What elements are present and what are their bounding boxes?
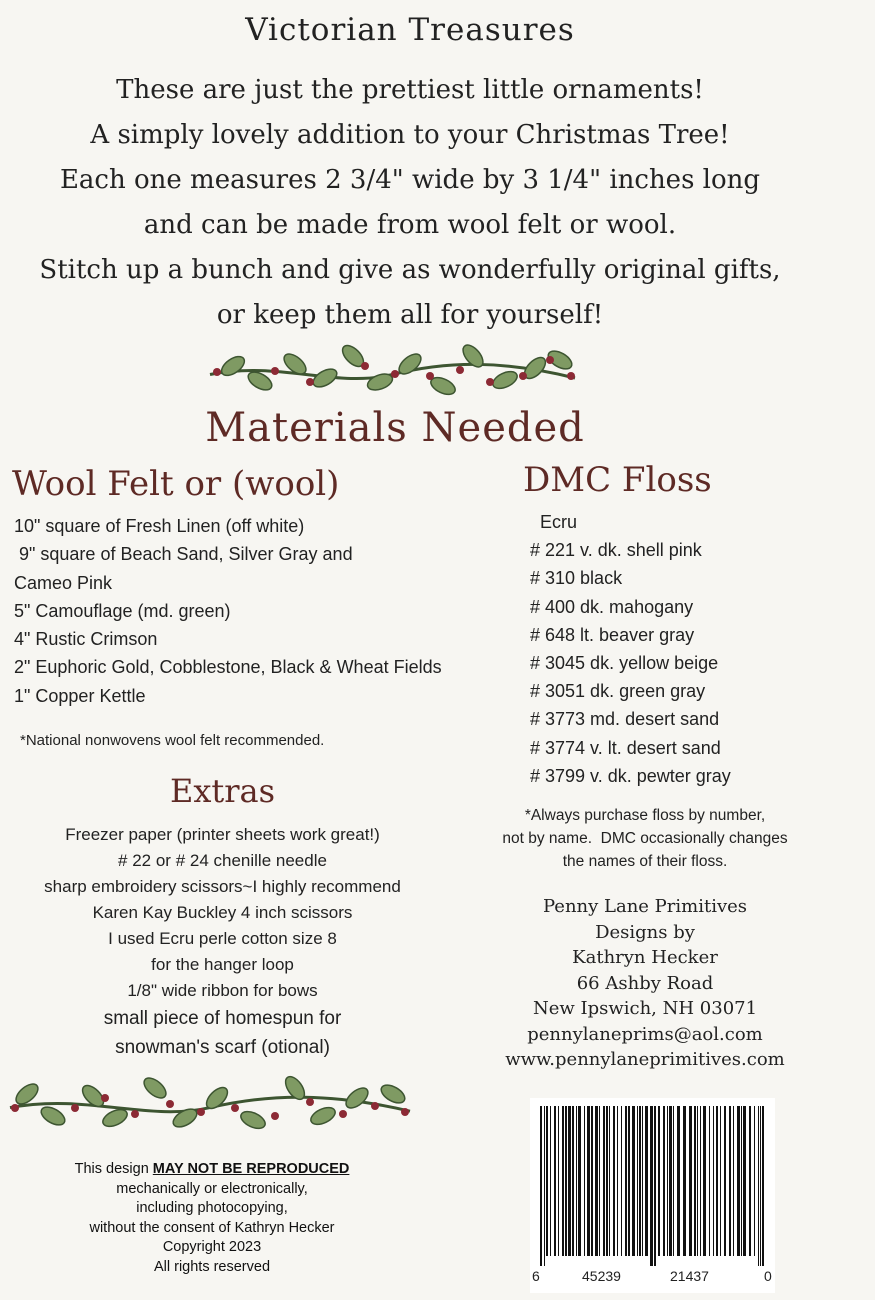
list-item: for the hanger loop xyxy=(151,955,294,974)
list-item: Freezer paper (printer sheets work great!) xyxy=(65,825,380,844)
company-name: Penny Lane Primitives xyxy=(542,896,748,917)
vine-berry xyxy=(71,1104,79,1112)
barcode-bar xyxy=(658,1106,660,1256)
barcode-digit-group: 21437 xyxy=(670,1268,709,1284)
barcode-digit-group: 6 xyxy=(532,1268,540,1284)
vine-berry xyxy=(306,1098,314,1106)
copyright-line: without the consent of Kathryn Hecker xyxy=(89,1219,335,1236)
vine-berry xyxy=(391,370,399,378)
copyright-line: mechanically or electronically, xyxy=(116,1180,308,1197)
list-item: Cameo Pink xyxy=(14,572,113,593)
vine-leaf xyxy=(308,1104,337,1128)
vine-berry xyxy=(401,1108,409,1116)
intro-line: and can be made from wool felt or wool. xyxy=(143,210,677,240)
copyright-line xyxy=(0,1160,424,1180)
barcode-bar xyxy=(578,1106,581,1256)
list-item: 1" Copper Kettle xyxy=(14,685,146,706)
barcode-bar xyxy=(720,1106,721,1256)
barcode-bar xyxy=(642,1106,643,1256)
barcode-bar xyxy=(576,1106,577,1256)
intro-text xyxy=(0,68,820,338)
wool-heading: Wool Felt or (wool) xyxy=(12,464,340,504)
vine-leaf xyxy=(459,342,486,371)
dmc-note xyxy=(445,804,845,873)
vine-berry xyxy=(271,367,279,375)
barcode-bar xyxy=(613,1106,615,1256)
barcode-bar xyxy=(754,1106,755,1256)
vine-divider-top xyxy=(205,336,580,406)
no-reproduce-emphasis: MAY NOT BE REPRODUCED xyxy=(152,1161,350,1177)
extras-list xyxy=(0,822,445,1062)
barcode-bar xyxy=(709,1106,710,1256)
barcode-bar xyxy=(546,1106,548,1256)
barcode-bar xyxy=(697,1106,698,1256)
city-address: New Ipswich, NH 03071 xyxy=(532,998,758,1019)
designer-name: Kathryn Hecker xyxy=(572,947,718,968)
barcode-bar xyxy=(639,1106,641,1256)
barcode-bar xyxy=(650,1106,653,1266)
vine-berry xyxy=(11,1104,19,1112)
vine-berry xyxy=(371,1102,379,1110)
vine-leaf xyxy=(378,1081,408,1106)
page-title: Victorian Treasures xyxy=(245,12,575,48)
barcode-bar xyxy=(562,1106,564,1256)
barcode-digit-group: 45239 xyxy=(582,1268,621,1284)
barcode-bar xyxy=(689,1106,692,1256)
vine-leaf xyxy=(310,365,340,390)
copyright-line: including photocopying, xyxy=(136,1200,288,1217)
barcode-bar xyxy=(677,1106,680,1256)
barcode-bar xyxy=(621,1106,622,1256)
wool-note: *National nonwovens wool felt recommended. xyxy=(20,732,325,749)
vine-leaf xyxy=(38,1103,68,1128)
vine-berry xyxy=(306,378,314,386)
list-item: 9" square of Beach Sand, Silver Gray and xyxy=(14,544,353,565)
list-item: # 400 dk. mahogany xyxy=(530,596,694,617)
list-item: snowman's scarf (otional) xyxy=(115,1037,330,1058)
vine-leaf xyxy=(238,1108,267,1132)
barcode-bar xyxy=(572,1106,574,1256)
barcode xyxy=(530,1098,775,1293)
barcode-bar xyxy=(729,1106,731,1256)
barcode-bar xyxy=(683,1106,686,1256)
list-item: sharp embroidery scissors~I highly recommend xyxy=(44,877,401,896)
list-item: 4" Rustic Crimson xyxy=(14,629,158,650)
barcode-bar xyxy=(554,1106,556,1256)
barcode-bar xyxy=(584,1106,585,1256)
vine-divider-bottom xyxy=(5,1068,415,1140)
copyright-line: Copyright 2023 xyxy=(162,1239,262,1256)
vine-berry xyxy=(519,372,527,380)
list-item: Ecru xyxy=(540,512,578,532)
copyright-prefix: This design xyxy=(74,1161,153,1177)
intro-line: Stitch up a bunch and give as wonderfully original gifts, xyxy=(39,255,781,285)
barcode-bar xyxy=(760,1106,761,1266)
barcode-bar xyxy=(625,1106,627,1256)
barcode-bar xyxy=(606,1106,608,1256)
vine-berry xyxy=(197,1108,205,1116)
dmc-heading: DMC Floss xyxy=(523,460,712,500)
vine-berry xyxy=(271,1112,279,1120)
intro-line: or keep them all for yourself! xyxy=(216,300,604,330)
list-item: 10" square of Fresh Linen (off white) xyxy=(14,516,305,536)
materials-heading: Materials Needed xyxy=(205,405,585,451)
email: pennylaneprims@aol.com xyxy=(527,1023,763,1045)
street-address: 66 Ashby Road xyxy=(576,972,714,994)
barcode-bars xyxy=(538,1106,766,1266)
list-item: # 221 v. dk. shell pink xyxy=(530,540,702,561)
barcode-bar xyxy=(558,1106,559,1256)
barcode-bar xyxy=(724,1106,726,1256)
barcode-bar xyxy=(741,1106,742,1256)
designs-by: Designs by xyxy=(595,921,695,943)
vine-leaf xyxy=(343,1084,372,1111)
note-line: *Always purchase floss by number, xyxy=(524,807,766,824)
list-item: 2" Euphoric Gold, Cobblestone, Black & Wheat Fields xyxy=(14,657,442,678)
barcode-bar xyxy=(743,1106,746,1256)
list-item: # 3045 dk. yellow beige xyxy=(530,653,719,674)
list-item: # 22 or # 24 chenille needle xyxy=(118,851,327,870)
vine-berry xyxy=(166,1100,174,1108)
barcode-bar xyxy=(654,1106,656,1266)
extras-heading: Extras xyxy=(169,772,276,810)
list-item: # 648 lt. beaver gray xyxy=(530,624,695,645)
intro-line: Each one measures 2 3/4" wide by 3 1/4" inches long xyxy=(59,165,761,195)
barcode-bar xyxy=(713,1106,714,1256)
vine-berry xyxy=(567,372,575,380)
barcode-bar xyxy=(637,1106,638,1256)
intro-line: A simply lovely addition to your Christmas Tree! xyxy=(90,120,730,150)
list-item: 1/8" wide ribbon for bows xyxy=(127,981,318,1000)
barcode-bar xyxy=(737,1106,740,1256)
vine-berry xyxy=(231,1104,239,1112)
list-item: # 3051 dk. green gray xyxy=(530,681,706,702)
vine-berry xyxy=(546,356,554,364)
vine-berry xyxy=(426,372,434,380)
barcode-bar xyxy=(645,1106,648,1256)
list-item: 5" Camouflage (md. green) xyxy=(14,600,231,621)
barcode-bar xyxy=(632,1106,635,1256)
list-item: Karen Kay Buckley 4 inch scissors xyxy=(92,903,353,922)
barcode-bar xyxy=(762,1106,764,1266)
vine-berry xyxy=(361,362,369,370)
barcode-bar xyxy=(700,1106,701,1256)
vine-leaf xyxy=(218,353,247,379)
vine-berry xyxy=(213,368,221,376)
barcode-bar xyxy=(540,1106,542,1266)
barcode-bar xyxy=(603,1106,605,1256)
list-item: # 3799 v. dk. pewter gray xyxy=(530,765,731,786)
barcode-bar xyxy=(694,1106,696,1256)
barcode-bar xyxy=(599,1106,600,1256)
barcode-digit-group: 0 xyxy=(764,1268,772,1284)
barcode-bar xyxy=(544,1106,545,1266)
barcode-bar xyxy=(565,1106,567,1256)
barcode-bar xyxy=(595,1106,598,1256)
barcode-bar xyxy=(703,1106,706,1256)
barcode-bar xyxy=(669,1106,672,1256)
copyright-notice xyxy=(0,1160,424,1278)
list-item: I used Ecru perle cotton size 8 xyxy=(108,929,337,948)
barcode-bar xyxy=(663,1106,665,1256)
website: www.pennylaneprimitives.com xyxy=(505,1049,785,1070)
barcode-bar xyxy=(673,1106,674,1256)
vine-leaf xyxy=(141,1074,170,1101)
list-item: # 3774 v. lt. desert sand xyxy=(530,737,721,758)
barcode-bar xyxy=(628,1106,630,1256)
list-item: small piece of homespun for xyxy=(103,1008,342,1029)
list-item: # 3773 md. desert sand xyxy=(530,709,720,730)
vine-berry xyxy=(131,1110,139,1118)
barcode-bar xyxy=(667,1106,668,1256)
note-line: not by name. DMC occasionally changes xyxy=(502,830,788,847)
barcode-bar xyxy=(758,1106,759,1266)
barcode-bar xyxy=(568,1106,571,1256)
vine-berry xyxy=(486,378,494,386)
wool-list xyxy=(14,512,504,710)
note-line: the names of their floss. xyxy=(562,853,728,870)
dmc-list xyxy=(530,508,731,790)
contact-block xyxy=(445,894,845,1073)
vine-berry xyxy=(339,1110,347,1118)
list-item: # 310 black xyxy=(530,568,623,589)
barcode-bar xyxy=(550,1106,551,1256)
vine-berry xyxy=(456,366,464,374)
barcode-digits xyxy=(530,1268,775,1288)
barcode-bar xyxy=(591,1106,593,1256)
barcode-bar xyxy=(617,1106,618,1256)
barcode-bar xyxy=(587,1106,590,1256)
vine-leaf xyxy=(490,368,519,392)
copyright-line: All rights reserved xyxy=(153,1258,271,1275)
barcode-bar xyxy=(716,1106,718,1256)
vine-berry xyxy=(101,1094,109,1102)
barcode-bar xyxy=(749,1106,751,1256)
barcode-bar xyxy=(609,1106,610,1256)
intro-line: These are just the prettiest little ornaments! xyxy=(116,75,704,105)
barcode-bar xyxy=(733,1106,734,1256)
